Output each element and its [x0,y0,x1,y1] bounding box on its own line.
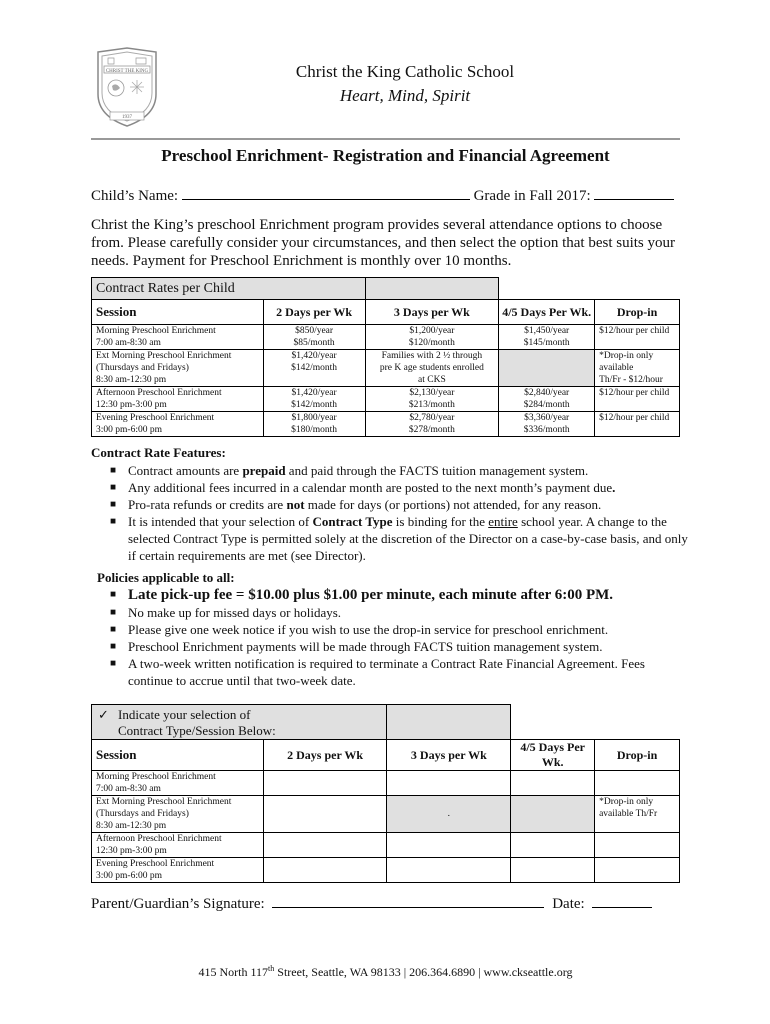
session-line: 7:00 am-8:30 am [96,784,161,794]
select-header-45days: 4/5 Days Per Wk. [511,740,595,771]
price-line: pre K age students enrolled [379,363,484,373]
dropin-line: Th/Fr - $12/hour [599,375,663,385]
session-line: 8:30 am-12:30 pm [96,375,167,385]
rates-header-2days: 2 Days per Wk [263,300,365,325]
session-line: (Thursdays and Fridays) [96,809,189,819]
price-line: $180/month [291,425,338,435]
intro-paragraph: Christ the King’s preschool Enrichment program provides several attendance options to choose from. Please carefully consider your circumstances, and then select the option that best suits your needs. Payment for Preschool Enrichment is monthly over 10 months. [91,217,675,269]
rates-45days [499,325,595,350]
rates-dropin [595,325,680,350]
price-line: at CKS [418,375,446,385]
header-divider [91,138,680,140]
price-line: $850/year [295,326,334,336]
date-field[interactable] [592,894,652,908]
price-line: $336/month [523,425,570,435]
feature-item: ■ It is intended that your selection of Contract Type is binding for the entire school year. A change to the selected Contract Type is permitted solely at the discretion of the Director on a case-by-case basis, and only if certain requirements are met (see Director). [110,514,688,563]
price-line: $1,420/year [291,351,337,361]
child-name-label: Child’s Name: [91,188,179,204]
rates-session [92,412,264,437]
rates-header-3days: 3 Days per Wk [365,300,499,325]
footer-pre: 415 North 117 [198,965,269,979]
select-45days-cell[interactable] [511,771,595,796]
late-fee-item: ■ Late pick-up fee = $10.00 plus $1.00 per minute, each minute after 6:00 PM. [110,587,614,603]
select-dropin-cell[interactable] [595,771,680,796]
dropin-line: $12/hour per child [599,326,670,336]
select-45days-cell[interactable] [511,833,595,858]
rates-session [92,325,264,350]
price-line: $213/month [408,400,455,410]
price-line: $3,360/year [524,413,570,423]
select-2days-cell[interactable] [263,796,387,833]
rates-header-session: Session [92,300,264,325]
feature-item: ■ Contract amounts are prepaid and paid through the FACTS tuition management system. [110,463,589,478]
selection-row [92,833,680,858]
checkmark-icon: ✓ [98,707,109,722]
bullet-icon: ■ [110,624,117,635]
session-line: Morning Preschool Enrichment [96,326,216,336]
dropin-line: available Th/Fr [599,809,658,819]
price-line: $142/month [291,400,338,410]
contract-rates-table [91,277,680,437]
signature-row [91,894,691,913]
features-heading: Contract Rate Features: [91,445,226,460]
mark-line: . [447,809,451,819]
select-header-3days: 3 Days per Wk [387,740,511,771]
dropin-line: $12/hour per child [599,388,670,398]
selection-row [92,858,680,883]
rates-dropin [595,412,680,437]
dropin-line: *Drop-in only [599,797,654,807]
selection-caption-line1: Indicate your selection of [118,707,251,722]
session-line: Evening Preschool Enrichment [96,413,215,423]
select-dropin-cell[interactable] [595,796,680,833]
price-line: $2,840/year [524,388,570,398]
session-line: Ext Morning Preschool Enrichment [96,351,232,361]
rates-row [92,325,680,350]
feature-item: ■ Pro-rata refunds or credits are not made for days (or portions) not attended, for any reason. [110,497,602,512]
select-3days-cell[interactable] [387,858,511,883]
session-line: 3:00 pm-6:00 pm [96,871,162,881]
rates-session [92,387,264,412]
session-line: (Thursdays and Fridays) [96,363,189,373]
footer-post: Street, Seattle, WA 98133 | 206.364.6890 | www.ckseattle.org [274,965,573,979]
price-line: $120/month [408,338,455,348]
policy-item: ■ No make up for missed days or holidays. [110,605,342,620]
rates-row [92,412,680,437]
session-line: 8:30 am-12:30 pm [96,821,167,831]
select-3days-cell[interactable] [387,796,511,833]
price-line: $85/month [293,338,335,348]
document-title: Preschool Enrichment- Registration and Financial Agreement [161,146,610,165]
footer-address [91,964,680,980]
select-header-2days: 2 Days per Wk [263,740,387,771]
rates-caption-blank [499,278,680,300]
price-line: $142/month [291,363,338,373]
rates-caption-cell [365,278,499,300]
select-dropin-cell[interactable] [595,833,680,858]
rates-45days [499,412,595,437]
signature-label: Parent/Guardian’s Signature: [91,896,265,912]
dropin-line: $12/hour per child [599,413,670,423]
selection-row [92,771,680,796]
selection-session [92,796,264,833]
date-label: Date: [552,896,585,912]
svg-text:CHRIST THE KING: CHRIST THE KING [105,69,149,74]
selection-row [92,796,680,833]
select-45days-cell[interactable] [511,796,595,833]
session-line: Ext Morning Preschool Enrichment [96,797,232,807]
selection-caption-line2: Contract Type/Session Below: [118,723,276,738]
selection-caption-cell [387,705,511,740]
rates-header-45days: 4/5 Days Per Wk. [499,300,595,325]
rates-2days [263,387,365,412]
selection-session [92,858,264,883]
session-line: Evening Preschool Enrichment [96,859,215,869]
rates-header-dropin: Drop-in [595,300,680,325]
rates-2days [263,412,365,437]
school-name: Christ the King Catholic School [295,62,515,81]
select-2days-cell[interactable] [263,771,387,796]
rates-session [92,350,264,387]
select-2days-cell[interactable] [263,833,387,858]
bullet-icon: ■ [110,465,117,476]
select-3days-cell[interactable] [387,833,511,858]
price-line: $1,450/year [524,326,570,336]
select-3days-cell[interactable] [387,771,511,796]
price-line: $2,130/year [409,388,455,398]
selection-session [92,833,264,858]
rates-45days [499,350,595,387]
select-header-dropin: Drop-in [595,740,680,771]
bullet-icon: ■ [110,641,117,652]
price-line: $1,420/year [291,388,337,398]
bullet-icon: ■ [110,482,117,493]
price-line: $1,800/year [291,413,337,423]
rates-3days [365,325,499,350]
select-header-session: Session [92,740,264,771]
rates-row [92,387,680,412]
rates-dropin [595,350,680,387]
rates-45days [499,387,595,412]
features-list [108,462,688,564]
select-45days-cell[interactable] [511,858,595,883]
signature-field[interactable] [272,894,544,908]
selection-session [92,771,264,796]
session-line: 12:30 pm-3:00 pm [96,400,167,410]
rates-row [92,350,680,387]
policies-heading: Policies applicable to all: [97,570,235,585]
footer-sup: th [268,964,275,973]
dropin-line: *Drop-in only available [599,351,654,373]
bullet-icon: ■ [110,658,117,669]
child-name-row [91,186,691,205]
grade-field[interactable] [594,186,674,200]
session-line: 12:30 pm-3:00 pm [96,846,167,856]
policy-item: ■ Please give one week notice if you wish to use the drop-in service for preschool enrichment. [110,622,609,637]
child-name-field[interactable] [182,186,470,200]
price-line: $145/month [523,338,570,348]
price-line: Families with 2 ½ through [381,351,483,361]
policy-item: ■ Preschool Enrichment payments will be made through FACTS tuition management system. [110,639,603,654]
select-dropin-cell[interactable] [595,858,680,883]
selection-caption [92,705,387,740]
rates-3days [365,350,499,387]
selection-table [91,704,680,883]
bullet-icon: ■ [110,516,117,527]
session-line: 3:00 pm-6:00 pm [96,425,162,435]
grade-label: Grade in Fall 2017: [473,188,591,204]
rates-2days [263,350,365,387]
late-fee-text: Late pick-up fee = $10.00 plus $1.00 per minute, each minute after 6:00 PM. [128,587,614,603]
price-line: $284/month [523,400,570,410]
rates-caption: Contract Rates per Child [92,278,366,300]
session-line: Morning Preschool Enrichment [96,772,216,782]
rates-3days [365,387,499,412]
price-line: $278/month [408,425,455,435]
rates-2days [263,325,365,350]
policies-list [108,586,688,689]
bullet-icon: ■ [110,607,117,618]
school-motto: Heart, Mind, Spirit [339,86,471,105]
session-line: Afternoon Preschool Enrichment [96,834,222,844]
selection-caption-blank [511,705,680,740]
policy-item: ■ A two-week written notification is required to terminate a Contract Rate Financial Agreement. Fees continue to accrue until that two-week date. [110,656,645,688]
select-2days-cell[interactable] [263,858,387,883]
school-crest-logo [92,46,162,130]
price-line: $2,780/year [409,413,455,423]
rates-dropin [595,387,680,412]
session-line: 7:00 am-8:30 am [96,338,161,348]
feature-item: ■ Any additional fees incurred in a calendar month are posted to the next month’s payment due. [110,480,616,495]
rates-3days [365,412,499,437]
price-line: $1,200/year [409,326,455,336]
session-line: Afternoon Preschool Enrichment [96,388,222,398]
bullet-icon: ■ [110,499,117,510]
svg-text:1937: 1937 [122,115,132,120]
